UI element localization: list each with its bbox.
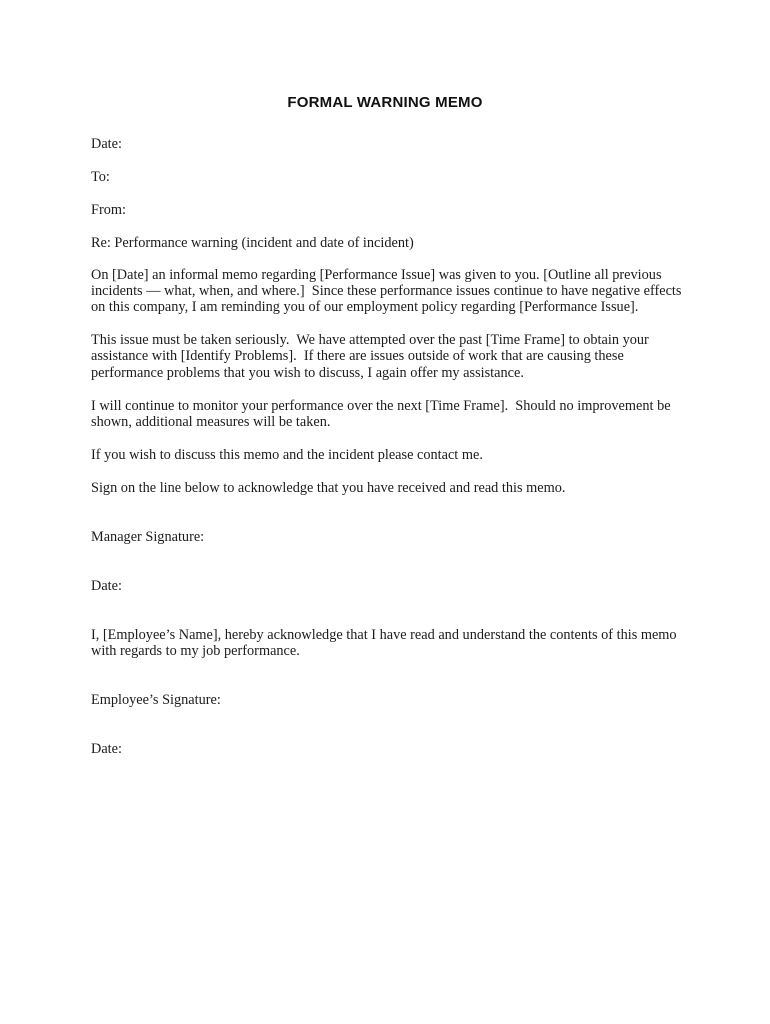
paragraph-3-line: shown, additional measures will be taken.	[91, 414, 331, 430]
paragraph-1-line: incidents — what, when, and where.] Since these performance issues continue to have negative effects	[91, 283, 682, 299]
manager-signature-label: Manager Signature:	[91, 529, 205, 545]
paragraph-2-line: assistance with [Identify Problems]. If there are issues outside of work that are causing these	[91, 348, 624, 364]
to-label: To:	[91, 169, 110, 185]
acknowledgement-line: with regards to my job performance.	[91, 643, 300, 659]
memo-title: FORMAL WARNING MEMO	[287, 94, 483, 111]
paragraph-5: Sign on the line below to acknowledge that you have received and read this memo.	[91, 480, 566, 496]
from-label: From:	[91, 202, 126, 218]
re-line: Re: Performance warning (incident and date of incident)	[91, 235, 414, 251]
acknowledgement-line: I, [Employee’s Name], hereby acknowledge that I have read and understand the contents of this memo	[91, 627, 677, 643]
paragraph-1-line: on this company, I am reminding you of our employment policy regarding [Performance Issue].	[91, 299, 639, 315]
paragraph-4: If you wish to discuss this memo and the incident please contact me.	[91, 447, 483, 463]
paragraph-2-line: performance problems that you wish to discuss, I again offer my assistance.	[91, 365, 524, 381]
date-label: Date:	[91, 136, 122, 152]
employee-date-label: Date:	[91, 741, 122, 757]
employee-signature-label: Employee’s Signature:	[91, 692, 221, 708]
paragraph-1-line: On [Date] an informal memo regarding [Performance Issue] was given to you. [Outline all previous	[91, 267, 662, 283]
paragraph-2-line: This issue must be taken seriously. We have attempted over the past [Time Frame] to obtain your	[91, 332, 649, 348]
manager-date-label: Date:	[91, 578, 122, 594]
paragraph-3-line: I will continue to monitor your performance over the next [Time Frame]. Should no improvement be	[91, 398, 671, 414]
